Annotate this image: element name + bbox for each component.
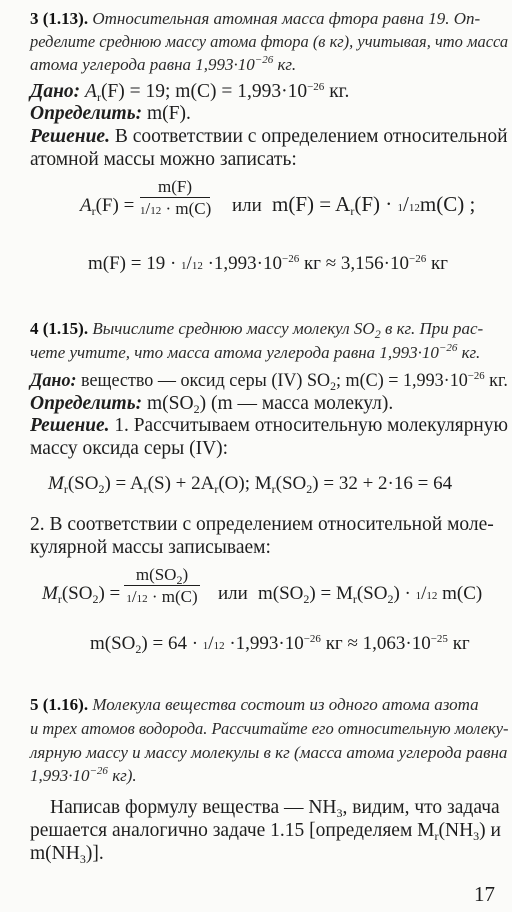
- task-3-formula-1-right: $m(F) = A_r(F) \cdot 1/12m(C)$ ;: [272, 192, 476, 218]
- task-5-statement-line-3: лярную массу и массу молекулы в кг (масса атома углерода равна: [30, 743, 508, 762]
- task-3-find: Определить: m(F).: [30, 103, 191, 124]
- task-4-statement-line-2: чете учтите, что масса атома углерода равна $1,993\cdot 10^{-26}$ кг.: [30, 342, 481, 362]
- task-3-solution-line-1: Решение. В соответствии с определением относительной: [30, 126, 508, 147]
- task-4-step-2-line-1: 2. В соответствии с определением относительной моле-: [30, 514, 494, 535]
- task-4-find: Определить: $m(SO_2)$ (m — масса молекул).: [30, 393, 394, 416]
- task-4-number: 4 (1.15).: [30, 319, 89, 338]
- task-5-statement-line-4: $1,993\cdot 10^{-26}$ кг).: [30, 765, 137, 785]
- task-3-formula-2: $m(F) = 19 \cdot 1/12 \cdot 1,993\cdot 10^{-26}$ кг ≈ $3,156\cdot 10^{-26}$ кг: [88, 253, 448, 274]
- task-4-formula-1: $M_r(SO_2) = A_r(S) + 2A_r(O)$; $M_r(SO_2) = 32 + 2\cdot 16 = 64$: [48, 473, 453, 496]
- task-3-number: 3 (1.13).: [30, 9, 89, 28]
- task-4-given: Дано: вещество — оксид серы (IV) $SO_2$; $m(C) = 1,993\cdot 10^{-26}$ кг.: [30, 370, 508, 393]
- task-4-formula-2-fraction: $m(SO_2)$ 1/12 · m(C): [124, 566, 200, 605]
- task-4-formula-2-or: или: [218, 583, 248, 604]
- task-5-answer-line-3: $m(NH_3)$].: [30, 843, 104, 866]
- task-3-given: Дано: $A_r(F) = 19$; $m(C) = 1,993\cdot 10^{-26}$ кг.: [30, 81, 350, 104]
- task-5-answer-line-1: Написав формулу вещества — $NH_3$, видим, что задача: [50, 797, 500, 820]
- task-3-formula-1-left: $A_r(F)$ =: [80, 195, 135, 218]
- task-3-solution-line-2: атомной массы можно записать:: [30, 149, 297, 170]
- task-4-solution-line-2: массу оксида серы (IV):: [30, 438, 229, 459]
- task-4-formula-2-right: $m(SO_2) = M_r(SO_2) \cdot 1/12$ m(C): [258, 583, 483, 606]
- task-4-step-2-line-2: кулярной массы записываем:: [30, 537, 271, 558]
- task-3-formula-1-fraction: m(F) 1/12 · m(C): [140, 177, 212, 218]
- task-5-answer-line-2: решается аналогично задаче 1.15 [определяем $M_r(NH_3)$ и: [30, 820, 501, 843]
- task-3-statement-line-2: ределите среднюю массу атома фтора (в кг), учитывая, что масса: [30, 32, 509, 51]
- page-number: 17: [474, 882, 495, 906]
- task-4-formula-3: $m(SO_2) = 64 \cdot 1/12 \cdot 1,993\cdot 10^{-26}$ кг ≈ $1,063\cdot 10^{-25}$ кг: [90, 633, 470, 656]
- task-5-statement-line-1: 5 (1.16). Молекула вещества состоит из одного атома азота: [30, 695, 479, 714]
- task-4-formula-2-left: $M_r(SO_2)$ =: [42, 583, 121, 606]
- task-3-statement-line-1: 3 (1.13). Относительная атомная масса фтора равна 19. Оп-: [30, 9, 481, 28]
- task-3-statement-line-3: атома углерода равна $1,993\cdot 10^{-26}$ кг.: [30, 54, 297, 74]
- task-5-statement-line-2: и трех атомов водорода. Рассчитайте его относительную молеку-: [30, 719, 509, 738]
- task-4-solution-line-1: Решение. 1. Рассчитываем относительную молекулярную: [30, 415, 508, 436]
- task-5-number: 5 (1.16).: [30, 695, 89, 714]
- task-3-formula-1-or: или: [232, 195, 262, 216]
- task-4-statement-line-1: 4 (1.15). Вычислите среднюю массу молекул $SO_2$ в кг. При рас-: [30, 319, 484, 341]
